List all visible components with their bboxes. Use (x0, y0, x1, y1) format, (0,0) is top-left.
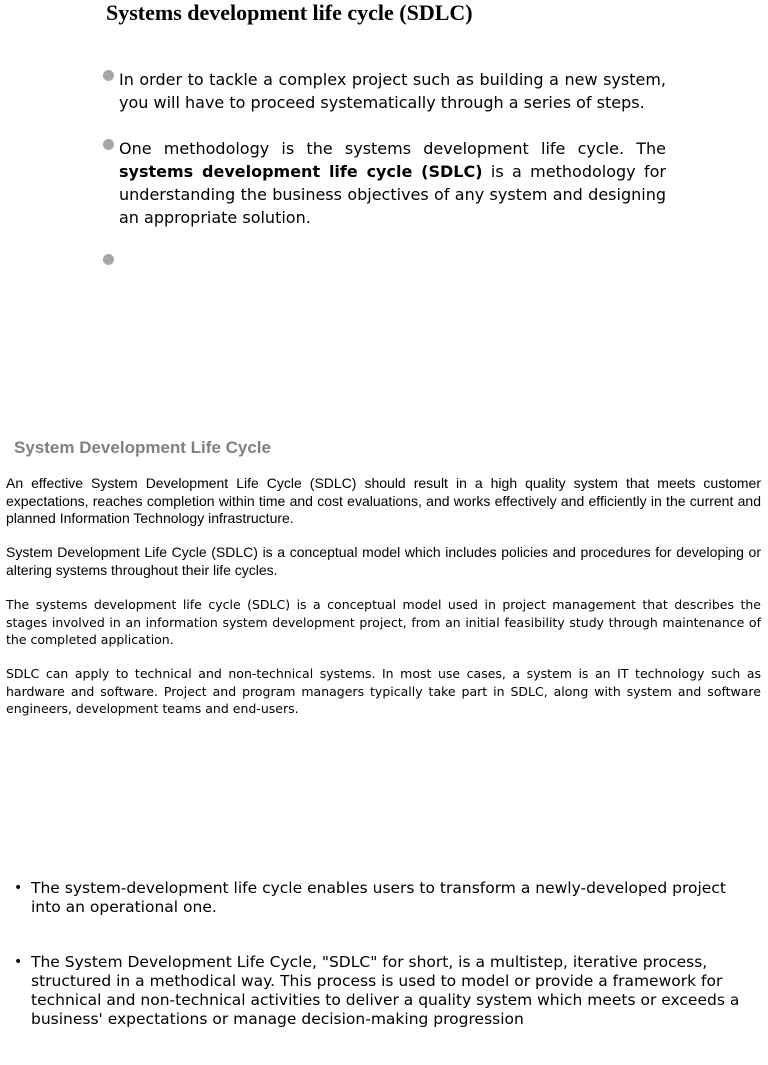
list-item-text: The System Development Life Cycle, "SDLC" for short, is a multistep, iterative process, structured in a methodical way. This process is used to model or provide a framework for technical and non-technical activities to deliver a quality system which meets or exceeds a business' expectations or manage decision-making progression (31, 953, 740, 1028)
slide-bullet-text-start: One methodology is the systems development life cycle. The (119, 139, 666, 158)
slide-bullet-item (100, 137, 666, 229)
bullet-icon: • (14, 954, 23, 970)
list-item-text: The system-development life cycle enables users to transform a newly-developed project into an operational one. (31, 879, 726, 916)
list-item (14, 953, 758, 1029)
section-heading: System Development Life Cycle (14, 438, 271, 457)
slide-bullet-text-end: is a methodology for understanding the business objectives of any system and designing an appropriate solution. (119, 162, 666, 227)
slide-bullet-list (100, 68, 666, 275)
notes-bullet-list (14, 879, 758, 1065)
slide-bullet-text: In order to tackle a complex project such as building a new system, you will have to proceed systematically through a series of steps. (119, 70, 666, 112)
paragraph: An effective System Development Life Cycle (SDLC) should result in a high quality system that meets customer expectations, reaches completion within time and cost evaluations, and works effectively and efficiently in the current and planned Information Technology infrastructure. (6, 475, 761, 526)
bullet-dot-icon (103, 254, 114, 265)
paragraph: SDLC can apply to technical and non-technical systems. In most use cases, a system is an IT technology such as hardware and software. Project and program managers typically take part in SDLC, along with system and software engineers, development teams and end-users. (6, 666, 761, 716)
slide-bullet-item-empty (100, 252, 666, 275)
sdlc-definition-term: systems development life cycle (SDLC) (119, 162, 483, 181)
bullet-dot-icon (103, 139, 114, 150)
list-item (14, 879, 758, 917)
slide-title: Systems development life cycle (SDLC) (106, 0, 473, 25)
bullet-icon: • (14, 880, 23, 896)
slide-bullet-item (100, 68, 666, 114)
paragraph: The systems development life cycle (SDLC) is a conceptual model used in project management that describes the stages involved in an information system development project, from an initial feasibility study through maintenance of the completed application. (6, 597, 761, 647)
paragraph: System Development Life Cycle (SDLC) is a conceptual model which includes policies and procedures for developing or altering systems throughout their life cycles. (6, 544, 761, 578)
bullet-dot-icon (103, 70, 114, 81)
